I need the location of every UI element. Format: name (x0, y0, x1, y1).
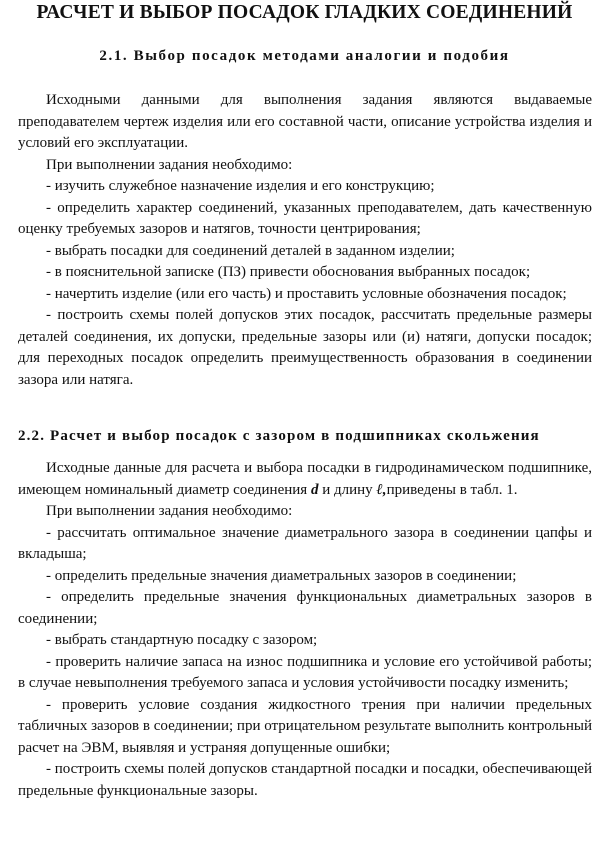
section-1-item: - выбрать посадки для соединений деталей в заданном изделии; (46, 242, 455, 259)
length-symbol: ℓ, (376, 481, 387, 498)
section-2-item: - рассчитать оптимальное значение диаметрального зазора в соединении цапфы и вкладыша; (18, 524, 592, 562)
section-1-item: - определить характер соединений, указанных преподавателем, дать качественную оценку требуемых зазоров и натягов, точности центрирования; (18, 199, 592, 237)
section-1-heading: 2.1. Выбор посадок методами аналогии и подобия (99, 48, 510, 64)
section-1-item: - изучить служебное назначение изделия и его конструкцию; (46, 178, 435, 194)
section-1-item: - в пояснительной записке (ПЗ) привести обоснования выбранных посадок; (46, 264, 531, 280)
section-2-lead: При выполнении задания необходимо: (46, 503, 293, 519)
section-2-intro (18, 458, 592, 501)
section-1-intro: Исходными данными для выполнения задания являются выдаваемые преподавателем чертеж изделия или его составной части, описание устройства изделия и условий его эксплуатации. (18, 92, 592, 151)
section-1-lead: При выполнении задания необходимо: (46, 156, 293, 173)
section-1-item: - начертить изделие (или его часть) и проставить условные обозначения посадок; (46, 285, 567, 302)
section-2-item: - построить схемы полей допусков стандартной посадки и посадки, обеспечивающей предельные функциональные зазоры. (18, 761, 592, 799)
diameter-symbol: d (310, 481, 319, 498)
section-2-item: - проверить наличие запаса на износ подшипника и условие его устойчивой работы; в случае невыполнения требуемого запаса и условия устойчивости посадку изменить; (18, 653, 592, 691)
section-2-intro-text: приведены в табл. 1. (386, 481, 518, 498)
section-1-item: - построить схемы полей допусков этих посадок, рассчитать предельные размеры деталей соединения, их допуски, предельные зазоры или (и) натяги, допуски посадок; для переходных посадок определить преимущественность образования в соединении зазора или натяга. (18, 307, 592, 388)
section-2-item: - проверить условие создания жидкостного трения при наличии предельных табличных зазоров в соединении; при отрицательном результате выполнить контрольный расчет на ЭВМ, выявляя и устраняя допущенные ошибки; (18, 696, 592, 756)
section-2-item: - выбрать стандартную посадку с зазором; (46, 632, 318, 648)
section-1-body (18, 90, 592, 391)
section-2-body (18, 458, 592, 802)
section-2-intro-text: и длину (322, 481, 373, 498)
document-title: РАСЧЕТ И ВЫБОР ПОСАДОК ГЛАДКИХ СОЕДИНЕНИЙ (36, 2, 573, 23)
section-2-item: - определить предельные значения функциональных диаметральных зазоров в соединении; (18, 589, 592, 627)
section-2-intro-text: Исходные данные для расчета и выбора посадки в гидродинамическом подшипнике, имеющем номинальный диаметр соединения (18, 460, 592, 498)
section-2-item: - определить предельные значения диаметральных зазоров в соединении; (46, 567, 517, 584)
section-2-heading: 2.2. Расчет и выбор посадок с зазором в подшипниках скольжения (18, 428, 540, 444)
